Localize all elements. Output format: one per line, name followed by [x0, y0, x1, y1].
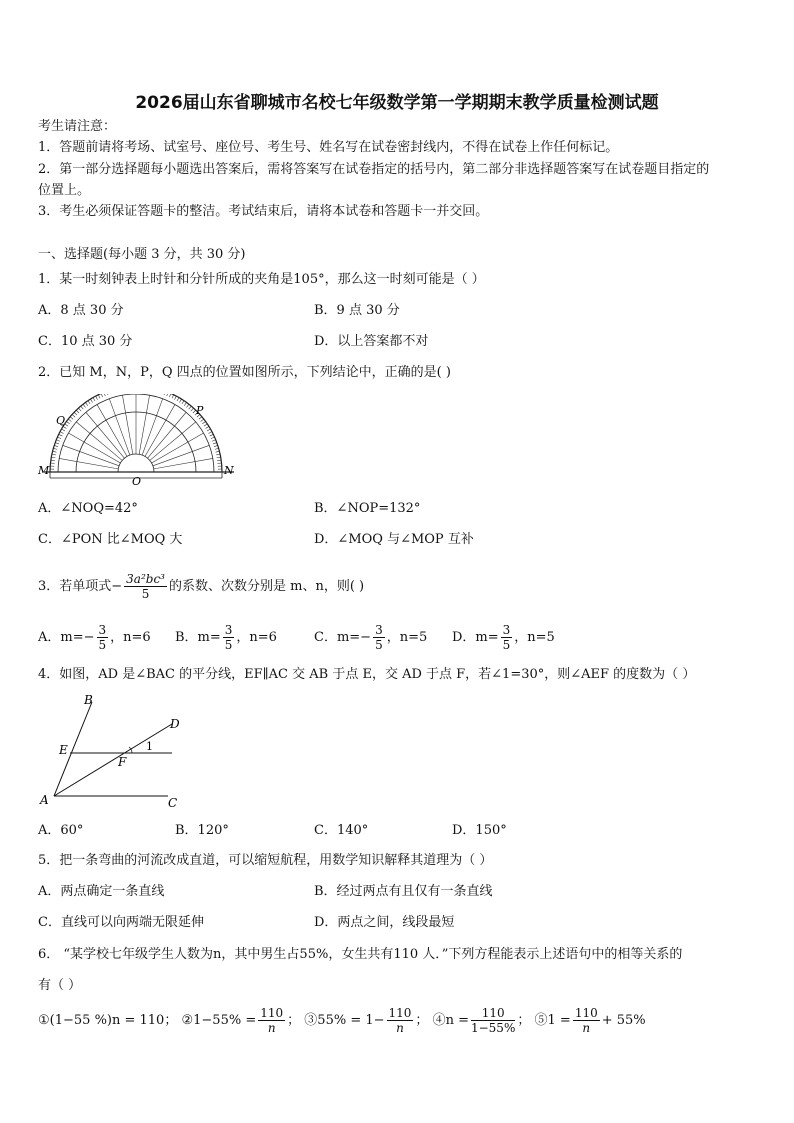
question-6-stem: 6． “某学校七年级学生人数为n，其中男生占55%，女生共有110 人．”下列方程能表示上述语句中的相等关系的 [38, 947, 683, 962]
protractor-tick [70, 417, 73, 420]
protractor-tick [177, 398, 179, 401]
protractor-ray [122, 395, 132, 454]
protractor-tick [62, 429, 65, 431]
q4-option-a: A．60° [38, 823, 84, 838]
q6-fraction [387, 1006, 414, 1035]
protractor-tick [88, 401, 90, 404]
q6-eq-4 [432, 1006, 531, 1035]
q6-frac-num: 110 [574, 1006, 598, 1020]
protractor-ray [154, 458, 213, 468]
protractor-tick [90, 399, 92, 402]
protractor-tick [101, 394, 103, 397]
point-c-label: C [168, 796, 178, 810]
protractor-tick [182, 401, 184, 404]
protractor-tick [66, 421, 69, 423]
protractor-tick [72, 414, 75, 417]
q6-frac-den: 1−55% [470, 1021, 516, 1035]
protractor-ray [59, 458, 118, 468]
protractor-tick [206, 426, 209, 428]
protractor-tick [74, 412, 77, 415]
protractor-tick [68, 419, 71, 421]
protractor-tick [78, 408, 81, 411]
q6-frac-den: n [582, 1021, 591, 1035]
protractor-tick [81, 406, 84, 409]
question-5-stem: 5．把一条弯曲的河流改成直道，可以缩短航程，用数学知识解释其道理为（ ） [38, 853, 493, 868]
q3-monomial-num: 3a²bc³ [126, 572, 165, 586]
protractor-tick [214, 445, 218, 446]
q1-option-b: B．9 点 30 分 [314, 303, 400, 318]
q3-option-c [314, 621, 427, 655]
protractor-tick [211, 437, 215, 439]
q3-frac-den: 5 [375, 638, 383, 652]
protractor-tick [184, 402, 186, 405]
protractor-tick [51, 457, 55, 458]
q3-option-d [452, 621, 555, 655]
protractor-tick [213, 443, 217, 444]
q6-eq-text: ； [517, 1013, 531, 1028]
q3-fraction [97, 623, 109, 652]
question-1-stem: 1．某一时刻钟表上时针和分针所成的夹角是105°，那么这一时刻可能是（ ） [38, 272, 485, 287]
protractor-tick [57, 437, 61, 439]
protractor-tick [216, 451, 220, 452]
point-n-label: N [224, 464, 234, 477]
protractor-tick [169, 394, 171, 397]
protractor-tick [186, 404, 188, 407]
q6-eq-text: ； [287, 1013, 301, 1028]
q1-option-a: A．8 点 30 分 [38, 303, 124, 318]
protractor-tick [174, 396, 176, 400]
protractor-tick [96, 396, 98, 400]
q3-fraction [373, 623, 385, 652]
q3-frac-den: 5 [502, 638, 511, 652]
protractor-tick [210, 434, 214, 436]
protractor-tick [55, 443, 59, 444]
q3-monomial [124, 572, 167, 601]
protractor-tick [53, 448, 57, 449]
q4-option-d: D．150° [452, 823, 507, 838]
q4-option-b: B．120° [175, 823, 229, 838]
protractor-tick [207, 429, 210, 431]
protractor-tick [53, 451, 57, 452]
protractor-ray [109, 399, 130, 455]
notice-item: 3．考生必须保证答题卡的整洁。考试结束后，请将本试卷和答题卡一并交回。 [38, 204, 489, 219]
q6-frac-num: 110 [260, 1006, 284, 1020]
q5-option-a: A．两点确定一条直线 [38, 884, 165, 899]
protractor-tick [65, 424, 68, 426]
q6-eq-text: ②1−55% = [181, 1013, 257, 1028]
q3-suffix: 的系数、次数分别是 m、n，则( ) [168, 579, 365, 594]
protractor-tick [179, 399, 181, 402]
q3-option-text: C．m=− [314, 630, 372, 645]
notice-item: 2．第一部分选择题每小题选出答案后，需将答案写在试卷指定的括号内，第二部分非选择题答案写在试卷题目指定的 [38, 162, 710, 177]
q6-eq-text: ③55% = 1− [304, 1013, 385, 1028]
protractor-tick [215, 448, 219, 449]
q6-frac-den: n [396, 1021, 404, 1035]
protractor-tick [54, 445, 58, 446]
q4-option-c: C．140° [314, 823, 369, 838]
protractor-tick [208, 432, 212, 434]
q3-fraction [501, 623, 513, 652]
protractor-tick [164, 394, 165, 395]
q3-option-text: B．m= [175, 630, 221, 645]
protractor-figure [36, 394, 240, 486]
protractor-tick [217, 457, 221, 458]
q3-option-a [38, 621, 151, 655]
q6-frac-num: 110 [471, 1006, 515, 1021]
q3-frac-num: 3 [375, 623, 383, 637]
protractor-tick [107, 394, 108, 395]
q3-monomial-den: 5 [141, 587, 150, 601]
q3-frac-den: 5 [98, 638, 107, 652]
q6-eq-5 [534, 1006, 646, 1035]
protractor-tick [83, 404, 85, 407]
notice-heading: 考生请注意： [38, 119, 117, 134]
protractor-tick [201, 419, 204, 421]
protractor-ray [63, 445, 119, 466]
q3-frac-num: 3 [502, 623, 511, 637]
q3-frac-num: 3 [224, 623, 233, 637]
protractor-tick [60, 432, 64, 434]
protractor-tick [98, 395, 100, 399]
point-b-label: B [84, 693, 93, 707]
q3-option-text: ，n=5 [386, 630, 428, 645]
protractor-tick [59, 434, 63, 436]
point-d-label: D [170, 717, 180, 731]
q6-fraction [258, 1006, 285, 1035]
q3-option-text: D．m= [452, 630, 499, 645]
q6-eq-text: + 55% [601, 1013, 646, 1028]
notice-item: 位置上。 [38, 183, 91, 198]
protractor-tick [217, 460, 221, 461]
q2-option-a: A．∠NOQ=42° [38, 501, 138, 516]
point-p-label: P [196, 404, 204, 417]
point-a-label: A [40, 793, 49, 807]
q2-option-d: D．∠MOQ 与∠MOP 互补 [314, 532, 474, 547]
q5-option-d: D．两点之间，线段最短 [314, 915, 455, 930]
protractor-ray [142, 399, 163, 455]
protractor-tick [51, 460, 55, 461]
point-o-label: O [132, 475, 142, 486]
section-heading: 一、选择题(每小题 3 分，共 30 分) [38, 247, 246, 262]
protractor-tick [199, 417, 202, 420]
q5-option-c: C．直线可以向两端无限延伸 [38, 915, 204, 930]
q1-option-d: D．以上答案都不对 [314, 334, 429, 349]
q6-eq-2 [181, 1006, 301, 1035]
point-e-label: E [59, 743, 68, 757]
q2-option-b: B．∠NOP=132° [314, 501, 421, 516]
question-6-stem-cont: 有（ ） [38, 978, 82, 993]
q6-eq-text: ④n = [432, 1013, 469, 1028]
q6-eq-1: ①(1−55 %)n = 110； [38, 1013, 178, 1028]
protractor-tick [204, 424, 207, 426]
protractor-tick [104, 394, 105, 396]
protractor-tick [216, 454, 220, 455]
notice-item: 1．答题前请将考场、试室号、座位号、考生号、姓名写在试卷密封线内，不得在试卷上作任何标记。 [38, 140, 619, 155]
page-title: 2026届山东省聊城市名校七年级数学第一学期期末教学质量检测试题 [135, 93, 659, 113]
question-4-stem: 4．如图，AD 是∠BAC 的平分线，EF∥AC 交 AB 于点 E，交 AD 于点 F，若∠1=30°，则∠AEF 的度数为（ ） [38, 667, 696, 682]
q3-option-b [175, 621, 277, 655]
q6-equations [38, 1003, 646, 1039]
protractor-tick [189, 406, 192, 409]
protractor-tick [167, 394, 168, 396]
protractor-tick [93, 398, 95, 401]
q6-eq-text: ⑤1 = [534, 1013, 571, 1028]
angle-bisector-figure [36, 692, 196, 810]
q2-option-c: C．∠PON 比∠MOQ 大 [38, 532, 183, 547]
q6-eq-text: ； [415, 1013, 429, 1028]
protractor-tick [202, 421, 205, 423]
protractor-tick [52, 454, 56, 455]
q6-frac-den: n [267, 1021, 276, 1035]
q3-frac-den: 5 [224, 638, 233, 652]
point-m-label: M [38, 464, 50, 477]
q3-frac-num: 3 [98, 623, 107, 637]
q3-option-text: ，n=6 [110, 630, 151, 645]
protractor-tick [172, 395, 174, 399]
protractor-tick [85, 402, 87, 405]
question-3-stem [38, 570, 364, 604]
q3-fraction [223, 623, 235, 652]
q3-option-text: ，n=5 [514, 630, 555, 645]
point-f-label: F [118, 755, 127, 769]
q6-fraction [471, 1006, 515, 1035]
question-2-stem: 2．已知 M，N，P，Q 四点的位置如图所示，下列结论中，正确的是( ) [38, 365, 451, 380]
q3-option-text: ，n=6 [236, 630, 277, 645]
q1-option-c: C．10 点 30 分 [38, 334, 133, 349]
q3-prefix: 3．若单项式− [38, 579, 123, 594]
q5-option-b: B．经过两点有且仅有一条直线 [314, 884, 493, 899]
q3-option-text: A．m=− [38, 630, 95, 645]
protractor-tick [76, 410, 79, 413]
q6-fraction [573, 1006, 600, 1035]
protractor-ray [153, 445, 209, 466]
q6-eq-3 [304, 1006, 429, 1035]
protractor-ray [139, 395, 149, 454]
point-q-label: Q [56, 414, 66, 427]
protractor-tick [191, 408, 194, 411]
angle-1-label: 1 [146, 740, 153, 753]
q6-frac-num: 110 [388, 1006, 412, 1020]
